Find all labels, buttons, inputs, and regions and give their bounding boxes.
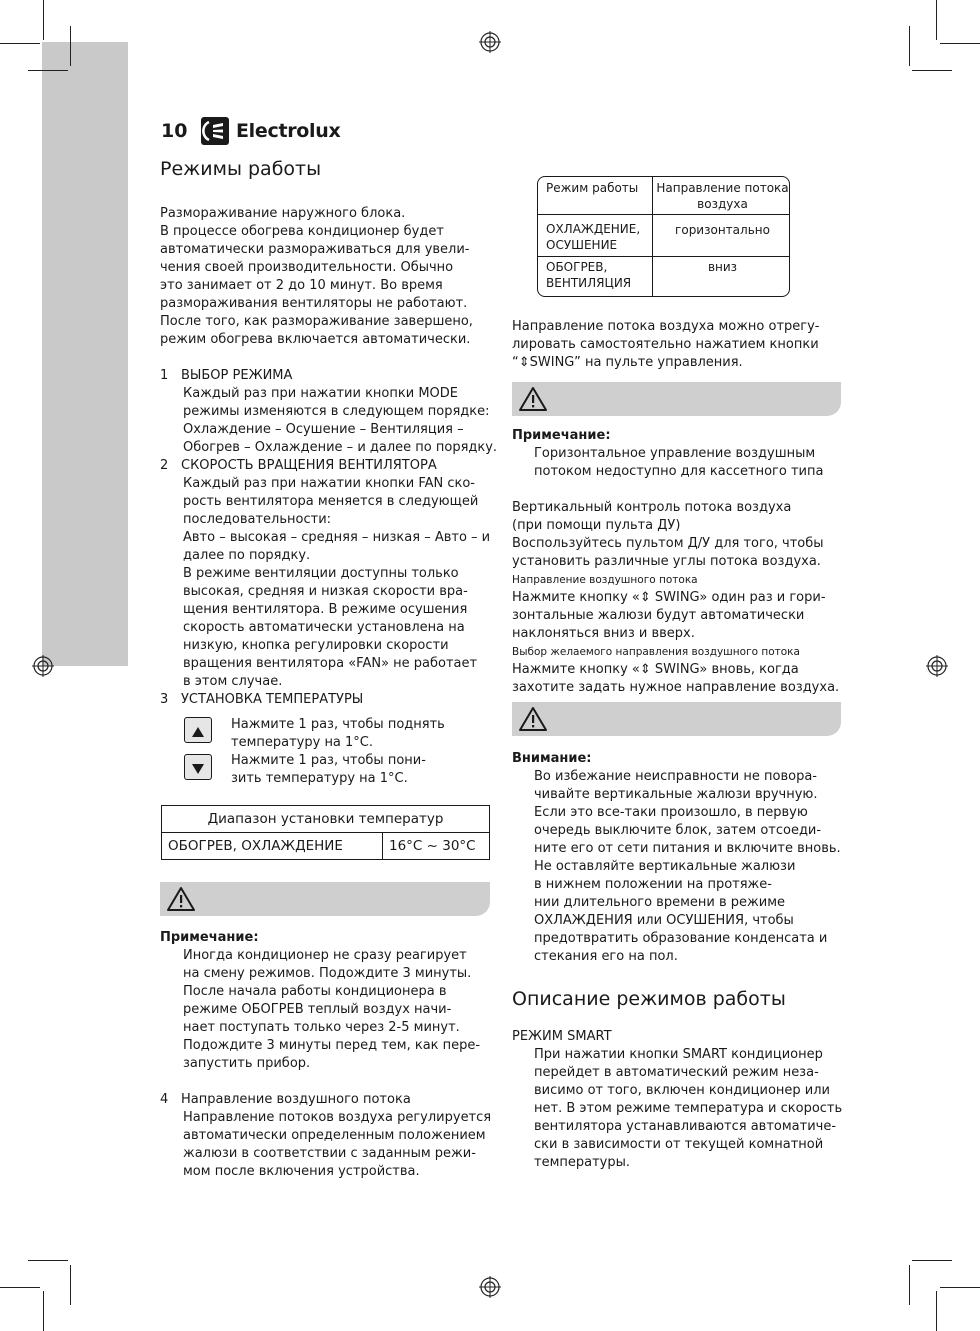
- mode-table-row2-mode: [546, 259, 631, 291]
- text-line: Если это все-таки произошло, в первую: [534, 805, 808, 820]
- vertical-control-intro: [512, 535, 824, 571]
- text-line: Охлаждение – Осушение – Вентиляция –: [183, 422, 464, 437]
- text-line: далее по порядку.: [183, 548, 311, 563]
- text-line: Во избежание неисправности не повора-: [534, 769, 817, 784]
- text-line: Направление потоков воздуха регулируется: [183, 1110, 492, 1125]
- range-table-header: Диапазон установки температур: [162, 806, 490, 833]
- text-line: ОХЛАЖДЕНИЯ или ОСУШЕНИЯ, чтобы: [534, 913, 794, 928]
- text-line: Иногда кондиционер не сразу реагирует: [183, 948, 467, 963]
- registration-mark-icon: [479, 1276, 501, 1298]
- text-line: потоком недоступно для кассетного типа: [534, 464, 824, 479]
- attention-title: Внимание:: [512, 751, 592, 766]
- crop-mark: [936, 0, 937, 40]
- mode-table-col1-header: Режим работы: [546, 181, 639, 195]
- text-line: нает поступать только через 2-5 минут.: [183, 1020, 460, 1035]
- text-line: автоматически определенным положением: [183, 1128, 486, 1143]
- text-line: щения вентилятора. В режиме осушения: [183, 602, 468, 617]
- warning-triangle-icon: [518, 386, 548, 412]
- text-line: ски в зависимости от текущей комнатной: [534, 1137, 824, 1152]
- text-line: Размораживание наружного блока.: [160, 206, 406, 221]
- text-line: перейдет в автоматический режим неза-: [534, 1065, 819, 1080]
- text-line: скорость автоматически установлена на: [183, 620, 465, 635]
- text-line: Нажмите кнопку «⇕ SWING» один раз и гори-: [512, 590, 826, 605]
- mode-table-row1-mode: [546, 221, 640, 253]
- text-line: температуру на 1°С.: [231, 735, 374, 750]
- text-line: висимо от того, включен кондиционер или: [534, 1083, 830, 1098]
- text-line: жалюзи в соответствии с заданным режи-: [183, 1146, 476, 1161]
- text-line: воздуха: [697, 197, 748, 211]
- text-line: установить различные углы потока воздуха.: [512, 554, 821, 569]
- page-number: 10: [161, 120, 188, 142]
- text-line: После того, как размораживание завершено,: [160, 314, 473, 329]
- text-line: лировать самостоятельно нажатием кнопки: [512, 337, 819, 352]
- mode-table-row1-direction: горизонтально: [675, 223, 770, 237]
- text-line: Не оставляйте вертикальные жалюзи: [534, 859, 796, 874]
- text-line: Обогрев – Охлаждение – и далее по порядку.: [183, 440, 498, 455]
- text-line: Нажмите 1 раз, чтобы пони-: [231, 753, 426, 768]
- text-line: вентилятора устанавливаются автоматиче-: [534, 1119, 837, 1134]
- text-line: мом после включения устройства.: [183, 1164, 420, 1179]
- text-line: в нижнем положении на протяже-: [534, 877, 772, 892]
- range-table-mode: ОБОГРЕВ, ОХЛАЖДЕНИЕ: [162, 833, 383, 860]
- item-heading-airflow: Направление воздушного потока: [181, 1092, 411, 1107]
- crop-mark: [43, 0, 44, 40]
- text-line: высокая, средняя и низкая скорости вра-: [183, 584, 468, 599]
- text-line: наклоняться вниз и вверх.: [512, 626, 695, 641]
- warning-triangle-icon: [518, 706, 548, 732]
- temp-down-button-icon: [184, 754, 212, 780]
- text-line: ОХЛАЖДЕНИЕ,: [546, 222, 641, 236]
- note-title: Примечание:: [512, 428, 611, 443]
- registration-mark-icon: [926, 655, 948, 677]
- text-line: захотите задать нужное направление воздуха.: [512, 680, 840, 695]
- brand-name: Electrolux: [236, 120, 341, 142]
- smart-mode-heading: РЕЖИМ SMART: [512, 1029, 612, 1044]
- item-number: 4: [160, 1092, 169, 1107]
- text-line: В процессе обогрева кондиционер будет: [160, 224, 444, 239]
- text-line: Каждый раз при нажатии кнопки MODE: [183, 386, 458, 401]
- text-line: В режиме вентиляции доступны только: [183, 566, 459, 581]
- warning-banner: [160, 882, 490, 916]
- section-title: Описание режимов работы: [512, 988, 786, 1010]
- defrost-paragraph: [160, 205, 473, 349]
- crop-mark: [940, 1287, 980, 1288]
- note-text: [534, 445, 823, 481]
- temp-up-text: [231, 716, 445, 752]
- warning-banner: [512, 382, 841, 416]
- item-number: 3: [160, 692, 169, 707]
- text-line: чивайте вертикальные жалюзи вручную.: [534, 787, 818, 802]
- mode-table-row2-direction: вниз: [707, 260, 738, 274]
- side-color-band: [42, 42, 128, 666]
- crop-mark: [909, 1265, 910, 1305]
- text-line: ОБОГРЕВ,: [546, 260, 608, 274]
- text-line: Авто – высокая – средняя – низкая – Авто – и: [183, 530, 491, 545]
- text-line: очередь выключите блок, затем отсоеди-: [534, 823, 822, 838]
- text-line: нет. В этом режиме температура и скорость: [534, 1101, 843, 1116]
- text-line: предотвратить образование конденсата и: [534, 931, 828, 946]
- press-once-text: [512, 589, 826, 643]
- registration-mark-icon: [32, 655, 54, 677]
- small-heading: Направление воздушного потока: [512, 574, 698, 586]
- crop-mark: [936, 1291, 937, 1331]
- smart-mode-text: [534, 1046, 842, 1172]
- text-line: ОСУШЕНИЕ: [546, 238, 618, 252]
- warning-triangle-icon: [166, 886, 196, 912]
- text-line: нии длительного времени в режиме: [534, 895, 785, 910]
- text-line: зить температуру на 1°С.: [231, 771, 408, 786]
- note-title: Примечание:: [160, 930, 259, 945]
- item2-text: [183, 475, 490, 691]
- crop-mark: [0, 1287, 40, 1288]
- press-again-text: [512, 661, 839, 697]
- vertical-control-heading: [512, 499, 791, 535]
- text-line: режимы изменяются в следующем порядке:: [183, 404, 490, 419]
- item-heading-temperature: УСТАНОВКА ТЕМПЕРАТУРЫ: [181, 692, 364, 707]
- text-line: Нажмите кнопку «⇕ SWING» вновь, когда: [512, 662, 799, 677]
- text-line: Воспользуйтесь пультом Д/У для того, чтобы: [512, 536, 824, 551]
- text-line: Горизонтальное управление воздушным: [534, 446, 816, 461]
- crop-mark: [28, 70, 68, 71]
- crop-mark: [912, 1260, 952, 1261]
- text-line: “⇕SWING” на пульте управления.: [512, 355, 743, 370]
- crop-mark: [912, 70, 952, 71]
- text-line: Вертикальный контроль потока воздуха: [512, 500, 792, 515]
- airflow-mode-table: [537, 176, 790, 297]
- text-line: низкую, кнопка регулировки скорости: [183, 638, 449, 653]
- item1-text: [183, 385, 497, 457]
- text-line: зонтальные жалюзи будут автоматически: [512, 608, 805, 623]
- text-line: Подождите 3 минуты перед тем, как пере-: [183, 1038, 481, 1053]
- note-text: [183, 947, 480, 1073]
- text-line: режим обогрева включается автоматически.: [160, 332, 471, 347]
- item4-text: [183, 1109, 491, 1181]
- warning-banner: [512, 702, 841, 736]
- text-line: режиме ОБОГРЕВ теплый воздух начи-: [183, 1002, 452, 1017]
- text-line: Нажмите 1 раз, чтобы поднять: [231, 717, 445, 732]
- electrolux-logo-icon: [201, 117, 229, 145]
- text-line: стекания его на пол.: [534, 949, 678, 964]
- text-line: автоматически размораживаться для увели-: [160, 242, 470, 257]
- text-line: на смену режимов. Подождите 3 минуты.: [183, 966, 472, 981]
- swing-paragraph: [512, 318, 820, 372]
- crop-mark: [909, 26, 910, 66]
- text-line: последовательности:: [183, 512, 332, 527]
- text-line: После начала работы кондиционера в: [183, 984, 447, 999]
- temperature-range-table: [161, 805, 490, 860]
- text-line: температуры.: [534, 1155, 631, 1170]
- item-number: 1: [160, 368, 169, 383]
- temp-up-button-icon: [184, 717, 212, 743]
- text-line: в этом случае.: [183, 674, 283, 689]
- registration-mark-icon: [479, 31, 501, 53]
- text-line: При нажатии кнопки SMART кондиционер: [534, 1047, 823, 1062]
- text-line: размораживания вентиляторы не работают.: [160, 296, 468, 311]
- text-line: Направление потока: [656, 181, 789, 195]
- text-line: вращения вентилятора «FAN» не работает: [183, 656, 478, 671]
- item-heading-fan: СКОРОСТЬ ВРАЩЕНИЯ ВЕНТИЛЯТОРА: [181, 458, 437, 473]
- text-line: (при помощи пульта ДУ): [512, 518, 681, 533]
- range-table-range: 16°C ~ 30°C: [383, 833, 490, 860]
- page-title: Режимы работы: [160, 158, 322, 180]
- small-heading: Выбор желаемого направления воздушного потока: [512, 646, 800, 658]
- attention-text: [534, 768, 841, 966]
- text-line: запустить прибор.: [183, 1056, 311, 1071]
- item-heading-mode: ВЫБОР РЕЖИМА: [181, 368, 293, 383]
- crop-mark: [0, 43, 40, 44]
- text-line: Каждый раз при нажатии кнопки FAN ско-: [183, 476, 475, 491]
- item-number: 2: [160, 458, 169, 473]
- mode-table-col2-header: [656, 180, 789, 212]
- crop-mark: [70, 1265, 71, 1305]
- temp-down-text: [231, 752, 426, 788]
- text-line: рость вентилятора меняется в следующей: [183, 494, 479, 509]
- text-line: ните его от сети питания и включите вновь.: [534, 841, 841, 856]
- crop-mark: [43, 1291, 44, 1331]
- crop-mark: [70, 26, 71, 66]
- text-line: это занимает от 2 до 10 минут. Во время: [160, 278, 443, 293]
- crop-mark: [28, 1260, 68, 1261]
- crop-mark: [940, 43, 980, 44]
- text-line: Направление потока воздуха можно отрегу-: [512, 319, 820, 334]
- text-line: чения своей производительности. Обычно: [160, 260, 454, 275]
- text-line: ВЕНТИЛЯЦИЯ: [546, 276, 632, 290]
